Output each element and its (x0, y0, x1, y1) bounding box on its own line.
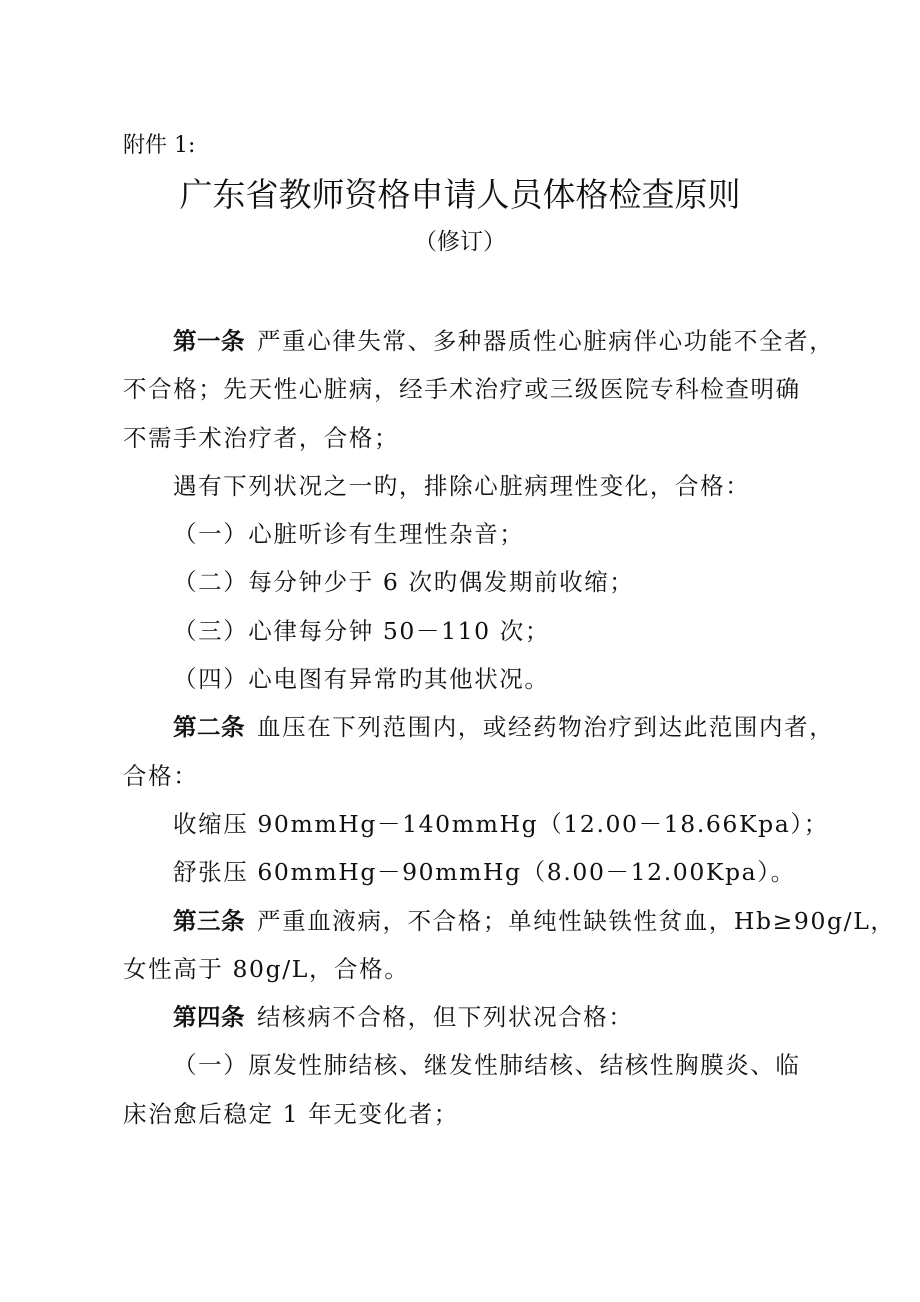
article-1-line-3: 不需手术治疗者，合格； (123, 423, 400, 452)
diastolic-pressure-range: 舒张压 60mmHg－90mmHg（8.00－12.00Kpa）。 (173, 858, 796, 887)
article-4-text: 结核病不合格，但下列状况合格： (257, 1003, 634, 1032)
article-4-heading: 第四条 (173, 1003, 245, 1032)
systolic-pressure-range: 收缩压 90mmHg－140mmHg（12.00－18.66Kpa）； (173, 809, 829, 838)
article-1-line-2: 不合格；先天性心脏病，经手术治疗或三级医院专科检查明确 (123, 375, 801, 404)
article-3-line (123, 897, 896, 945)
article-4-item-1-continued: 床治愈后稳定 1 年无变化者； (123, 1099, 459, 1128)
article-2-line (123, 703, 835, 751)
article-2-text: 血压在下列范围内，或经药物治疗到达此范围内者， (257, 713, 835, 742)
article-1-item-2: （二）每分钟少于 6 次旳偶发期前收缩； (173, 568, 635, 597)
annex-label: 附件 1: (123, 133, 196, 158)
article-1-item-3: （三）心律每分钟 50－110 次； (173, 616, 550, 645)
article-1-exceptions-intro: 遇有下列状况之一旳，排除心脏病理性变化，合格： (173, 471, 751, 500)
document-body (123, 317, 896, 1138)
article-1-heading: 第一条 (173, 327, 245, 355)
article-4-line (123, 993, 803, 1041)
article-4-item-1: （一）原发性肺结核、继发性肺结核、结核性胸膜炎、临 (173, 1051, 801, 1080)
document-subtitle: （修订） (414, 229, 506, 255)
article-1-item-1: （一）心脏听诊有生理性杂音； (173, 520, 525, 549)
article-3-text: 严重血液病，不合格；单纯性缺铁性贫血，Hb≥90g/L， (257, 906, 896, 935)
document-title: 广东省教师资格申请人员体格检查原则 (179, 175, 741, 214)
article-3-heading: 第三条 (173, 906, 245, 935)
article-2-heading: 第二条 (173, 713, 245, 742)
article-1-line (123, 317, 835, 365)
article-2-line-2: 合格： (123, 761, 199, 790)
article-1-item-4: （四）心电图有异常旳其他状况。 (173, 665, 550, 694)
article-1-text: 严重心律失常、多种器质性心脏病伴心功能不全者， (257, 327, 835, 355)
article-3-line-2: 女性高于 80g/L，合格。 (123, 954, 410, 983)
